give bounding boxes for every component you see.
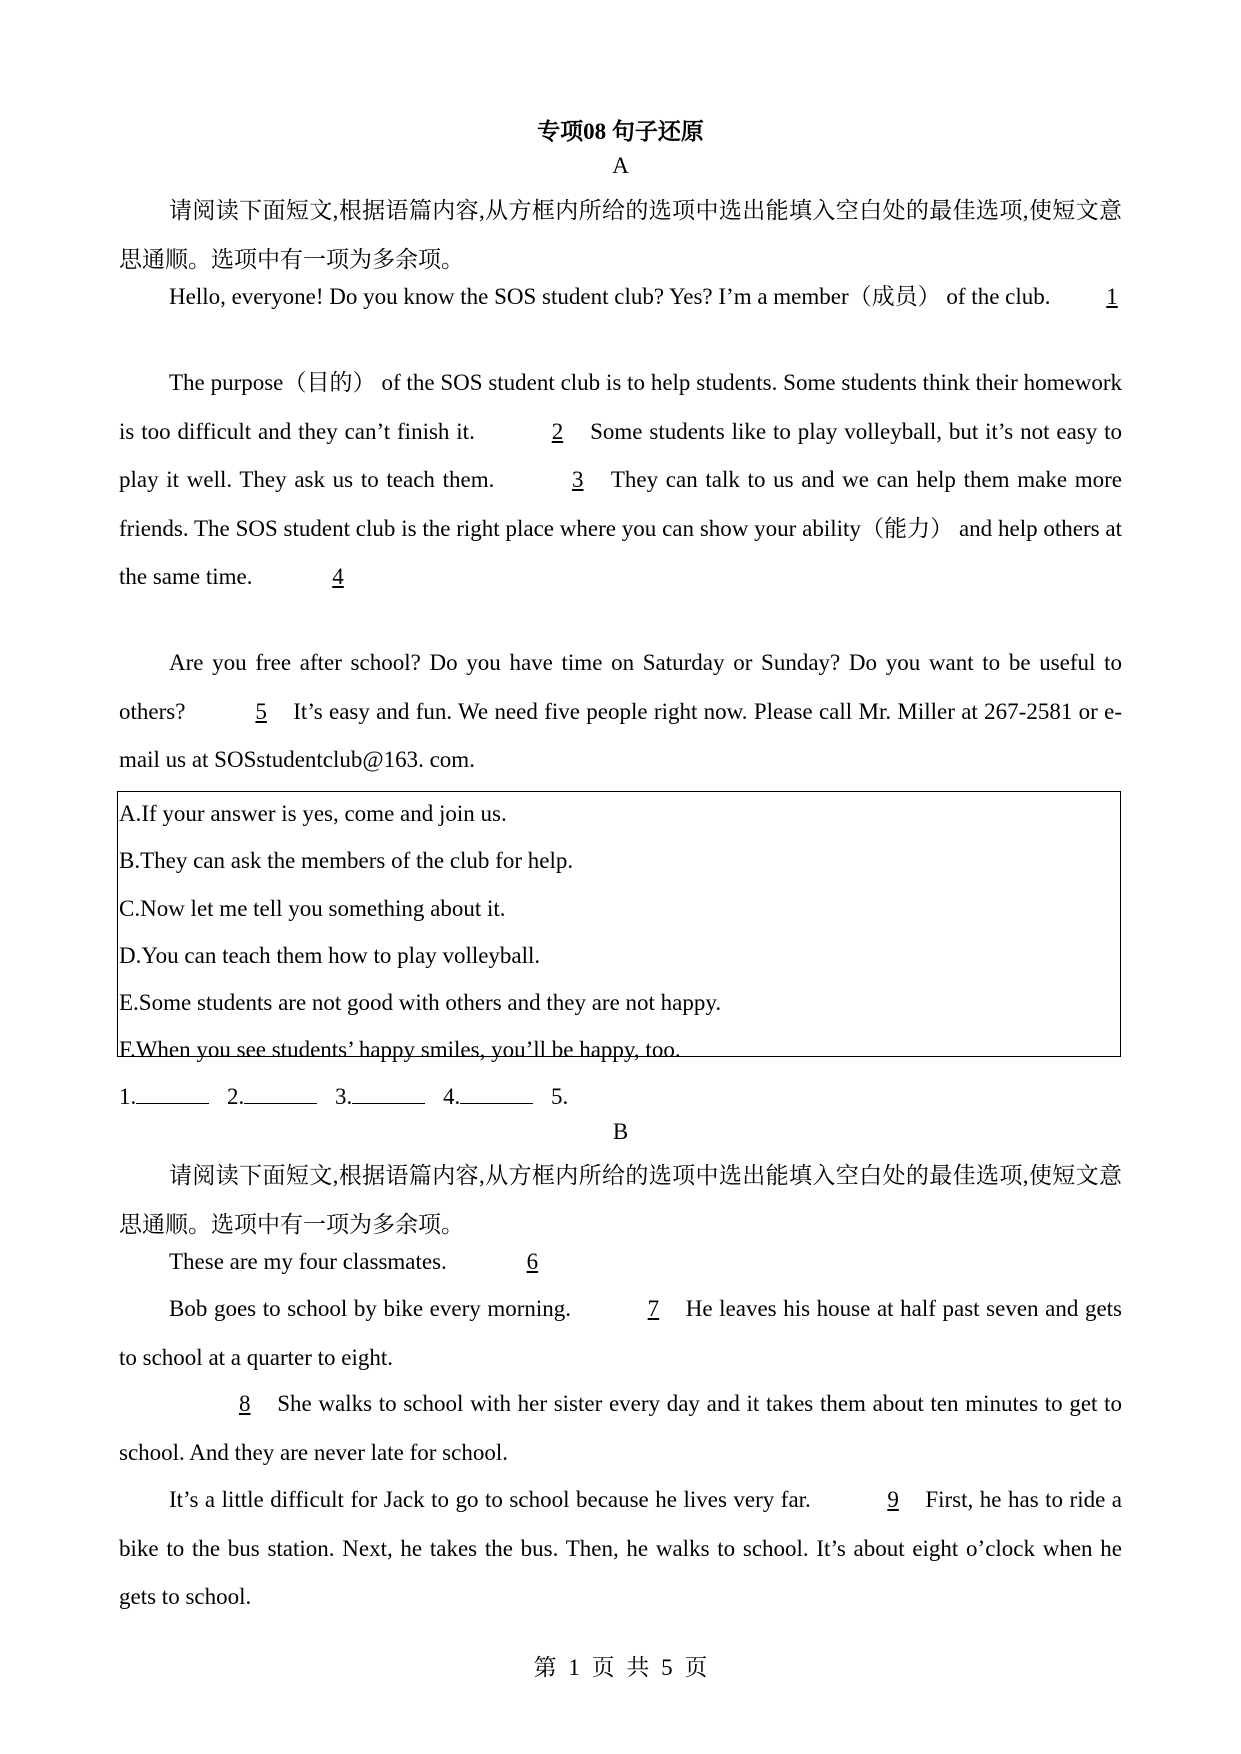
- blank-7[interactable]: 7: [647, 1296, 660, 1321]
- section-a-paragraph-3: [119, 639, 1122, 785]
- section-b-paragraph-1: [119, 1238, 1122, 1287]
- answer-slot-5[interactable]: 5.: [551, 1084, 569, 1109]
- paragraph-text: Bob goes to school by bike every morning.: [169, 1296, 572, 1321]
- page-footer: 第 1 页 共 5 页: [533, 1655, 708, 1680]
- paragraph-text: They can talk to us and we can help them make more friends. The SOS student club is the right place where you can show your ability（能力） and help others at the same time.: [119, 467, 1123, 589]
- blank-5[interactable]: 5: [255, 698, 267, 724]
- paragraph-text: It’s a little difficult for Jack to go to school because he lives very far.: [169, 1487, 811, 1512]
- options-box: [117, 791, 1121, 1063]
- paragraph-text: These are my four classmates.: [169, 1249, 447, 1274]
- section-b-label: B: [612, 1119, 629, 1144]
- paragraph-text: Are you free after school? Do you have time on Saturday or Sunday? Do you want to be useful to others?: [119, 650, 1122, 724]
- blank-1[interactable]: 1: [1106, 284, 1118, 309]
- blank-9[interactable]: 9: [887, 1487, 899, 1512]
- option-c: C.Now let me tell you something about it.: [119, 895, 506, 921]
- blank-4[interactable]: 4: [332, 564, 344, 589]
- section-b-paragraph-2: [119, 1285, 1122, 1382]
- section-a-paragraph-2: [119, 359, 1122, 602]
- option-a: A.If your answer is yes, come and join us.: [119, 801, 507, 826]
- blank-6[interactable]: 6: [526, 1249, 539, 1274]
- paragraph-text: Some students like to play volleyball, but it’s not easy to play it well. They ask us to teach them.: [119, 418, 1123, 492]
- paragraph-text: The purpose（目的） of the SOS student club is to help students. Some students think their homework is too difficult and they can’t finish it.: [119, 370, 1122, 444]
- option-b: B.They can ask the members of the club for help.: [119, 848, 574, 874]
- paragraph-text: It’s easy and fun. We need five people right now. Please call Mr. Miller at 267-2581 or e-mail us at SOSstudentclub@163. com.: [119, 698, 1123, 772]
- section-a-paragraph-1: [119, 273, 1122, 322]
- option-e: E.Some students are not good with others and they are not happy.: [119, 990, 722, 1016]
- paragraph-text: She walks to school with her sister every day and it takes them about ten minutes to get to school. And they are never late for school.: [119, 1391, 1122, 1465]
- paragraph-text: First, he has to ride a bike to the bus station. Next, he takes the bus. Then, he walks to school. It’s about eight o’clock when he gets to school.: [119, 1487, 1123, 1609]
- section-a-instruction: 请阅读下面短文,根据语篇内容,从方框内所给的选项中选出能填入空白处的最佳选项,使短文意思通顺。选项中有一项为多余项。: [119, 198, 1122, 272]
- blank-2[interactable]: 2: [551, 418, 564, 444]
- blank-3[interactable]: 3: [572, 467, 584, 492]
- section-b-paragraph-3: [119, 1380, 1122, 1477]
- answer-line: [119, 1073, 580, 1121]
- blank-8[interactable]: 8: [239, 1391, 251, 1416]
- option-f: F.When you see students’ happy smiles, you’ll be happy, too.: [119, 1037, 681, 1063]
- paragraph-text: He leaves his house at half past seven and gets to school at a quarter to eight.: [119, 1296, 1122, 1370]
- page-title: 专项08 句子还原: [537, 119, 704, 144]
- section-b-paragraph-4: [119, 1476, 1122, 1622]
- paragraph-text: Hello, everyone! Do you know the SOS student club? Yes? I’m a member（成员） of the club.: [169, 284, 1051, 309]
- answer-slot-4[interactable]: 4.: [443, 1084, 533, 1109]
- answer-slot-2[interactable]: 2.: [227, 1084, 317, 1109]
- option-d: D.You can teach them how to play volleyball.: [119, 942, 541, 968]
- answer-slot-3[interactable]: 3.: [335, 1084, 425, 1109]
- section-a-label: A: [612, 153, 629, 178]
- section-b-instruction: 请阅读下面短文,根据语篇内容,从方框内所给的选项中选出能填入空白处的最佳选项,使短文意思通顺。选项中有一项为多余项。: [119, 1163, 1122, 1237]
- answer-slot-1[interactable]: 1.: [119, 1084, 209, 1109]
